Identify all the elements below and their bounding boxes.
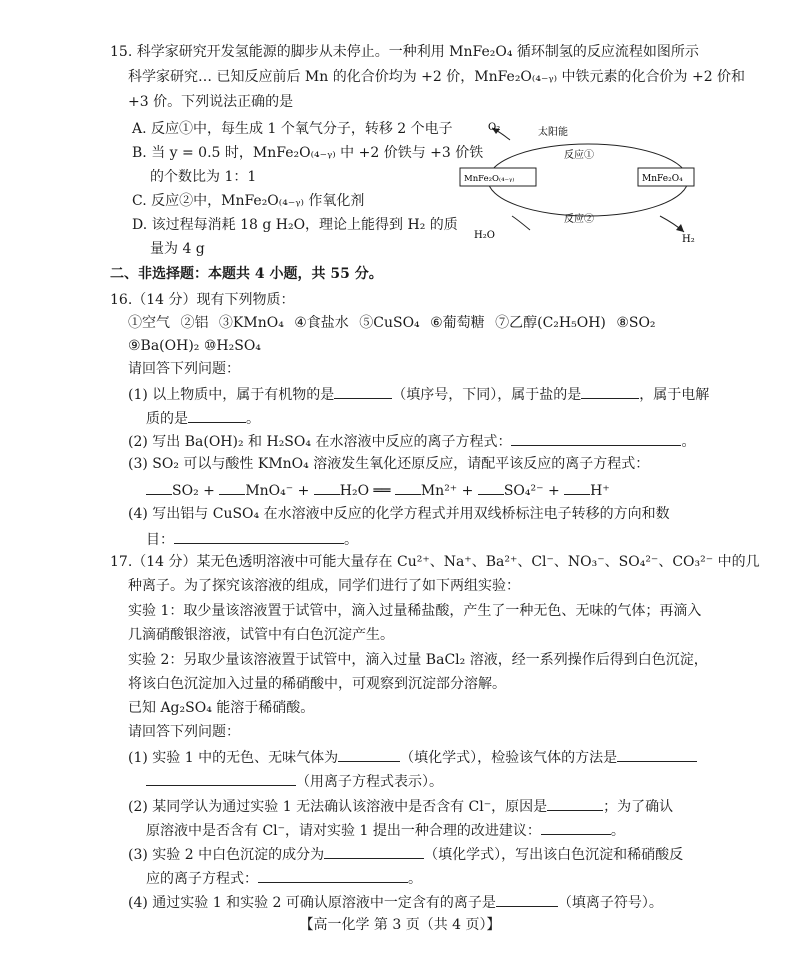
q17-exp2-cont: 将该白色沉淀加入过量的稀硝酸中，可观察到沉淀部分溶解。: [128, 676, 506, 692]
q16-part2: [128, 430, 695, 452]
q17-p3-period: 。: [408, 871, 422, 887]
q16-part3-equation: [146, 479, 610, 501]
q16-part3: (3) SO₂ 可以与酸性 KMnO₄ 溶液发生氧化还原反应，请配平该反应的离子方程式：: [128, 456, 650, 472]
q17-p1-text-b: （填化学式），检验该气体的方法是: [400, 750, 618, 766]
q17-part1: [128, 746, 697, 768]
q16-p2-text: (2) 写出 Ba(OH)₂ 和 H₂SO₄ 在水溶液中反应的离子方程式：: [128, 434, 512, 450]
q16-part1-cont: [146, 407, 260, 429]
q16-p1-text-e: 。: [246, 411, 260, 427]
q17-line1: 17.（14 分）某无色透明溶液中可能大量存在 Cu²⁺、Na⁺、Ba²⁺、Cl⁻、NO₃⁻、SO₄²⁻、CO₃²⁻ 中的几: [110, 554, 760, 570]
q16-part4: (4) 写出铝与 CuSO₄ 在水溶液中反应的化学方程式并用双线桥标注电子转移的方向和数: [128, 506, 670, 522]
q16-part1: [128, 383, 709, 405]
q16-eq-mno4: MnO₄⁻ +: [245, 483, 314, 499]
q16-p1-blank-1[interactable]: [334, 383, 392, 399]
q15-option-a: A. 反应①中，每生成 1 个氧气分子，转移 2 个电子: [132, 121, 453, 137]
q16-coef-blank-2[interactable]: [219, 479, 245, 495]
h2-label: H₂: [682, 234, 695, 245]
q15-option-d-cont: 量为 4 g: [150, 241, 205, 257]
o2-label: O₂: [488, 122, 501, 133]
q17-part2-cont: [146, 819, 625, 841]
q17-part1-cont: [146, 770, 443, 792]
reaction-2-label: 反应②: [564, 214, 594, 225]
reaction-1-label: 反应①: [564, 150, 594, 161]
q15-option-b: B. 当 y = 0.5 时，MnFe₂O₍₄₋ᵧ₎ 中 +2 价铁与 +3 价铁: [132, 145, 484, 161]
q17-p1-blank-2[interactable]: [617, 746, 697, 762]
q17-p1-blank-1[interactable]: [338, 746, 400, 762]
q16-coef-blank-6[interactable]: [564, 479, 590, 495]
q17-known: 已知 Ag₂SO₄ 能溶于稀硝酸。: [128, 700, 315, 716]
q17-p2-blank-2[interactable]: [541, 819, 611, 835]
q16-eq-so4: SO₄²⁻ +: [503, 483, 565, 499]
q16-p4-text: 目：: [146, 532, 174, 548]
q16-p1-text-a: (1) 以上物质中，属于有机物的是: [128, 387, 335, 403]
q16-coef-blank-5[interactable]: [478, 479, 504, 495]
q16-eq-so2: SO₂ +: [172, 483, 220, 499]
q16-p4-period: 。: [344, 532, 358, 548]
q16-coef-blank-3[interactable]: [314, 479, 340, 495]
q16-coef-blank-4[interactable]: [395, 479, 421, 495]
q17-p3-text-a: (3) 实验 2 中白色沉淀的成分为: [128, 847, 325, 863]
q16-p4-blank[interactable]: [174, 528, 344, 544]
mnfe2o4-label: MnFe₂O₄: [642, 174, 683, 184]
q17-part3: [128, 843, 683, 865]
section-2-heading: 二、非选择题：本题共 4 小题，共 55 分。: [110, 266, 383, 282]
q16-p1-text-d: 质的是: [146, 411, 188, 427]
q17-p1-text-a: (1) 实验 1 中的无色、无味气体为: [128, 750, 339, 766]
q17-part3-cont: [146, 867, 422, 889]
q17-exp1: 实验 1：取少量该溶液置于试管中，滴入过量稀盐酸，产生了一种无色、无味的气体；再滴入: [128, 603, 702, 619]
mnfe2o4-y-label: MnFe₂O₍₄₋ᵧ₎: [464, 174, 515, 184]
q17-p4-text-b: （填离子符号）。: [557, 895, 663, 911]
q16-coef-blank-1[interactable]: [146, 479, 172, 495]
q17-p2-blank-1[interactable]: [547, 795, 603, 811]
page-footer: 【高一化学 第 3 页（共 4 页）】: [299, 917, 501, 933]
q17-part2: [128, 795, 673, 817]
q16-eq-h: H⁺: [590, 483, 610, 499]
q17-p3-blank-1[interactable]: [324, 843, 424, 859]
q17-p1-text-c: （用离子方程式表示）。: [296, 774, 443, 790]
q17-p3-text-b: （填化学式），写出该白色沉淀和稀硝酸反: [424, 847, 684, 863]
q15-option-d: D. 该过程每消耗 18 g H₂O，理论上能得到 H₂ 的质: [132, 217, 458, 233]
q16-part4-cont: [146, 528, 358, 550]
q16-title: 16.（14 分）现有下列物质：: [110, 292, 295, 308]
q16-eq-mn: Mn²⁺ +: [420, 483, 478, 499]
q17-p2-text-a: (2) 某同学认为通过实验 1 无法确认该溶液中是否含有 Cl⁻，原因是: [128, 799, 548, 815]
sunlight-label: 太阳能: [538, 127, 568, 138]
q17-p4-text-a: (4) 通过实验 1 和实验 2 可确认原溶液中一定含有的离子是: [128, 895, 496, 911]
q15-option-b-cont: 的个数比为 1：1: [150, 169, 257, 185]
q17-p4-blank[interactable]: [496, 891, 558, 907]
q16-substances-1: ①空气 ②铝 ③KMnO₄ ④食盐水 ⑤CuSO₄ ⑥葡萄糖 ⑦乙醇(C₂H₅OH) ⑧SO₂: [128, 315, 656, 331]
q15-line3: +3 价。下列说法正确的是: [128, 94, 294, 110]
q17-p3-text-c: 应的离子方程式：: [146, 871, 258, 887]
q16-substances-2: ⑨Ba(OH)₂ ⑩H₂SO₄: [128, 338, 261, 354]
q16-p1-blank-2[interactable]: [581, 383, 639, 399]
q17-p3-blank-2[interactable]: [258, 867, 408, 883]
q17-prompt: 请回答下列问题：: [128, 724, 240, 740]
q17-p2-text-c: 原溶液中是否含有 Cl⁻，请对实验 1 提出一种合理的改进建议：: [146, 823, 541, 839]
q17-part4: [128, 891, 663, 913]
q16-p1-text-c: ，属于电解: [639, 387, 710, 403]
q17-exp2: 实验 2：另取少量该溶液置于试管中，滴入过量 BaCl₂ 溶液，经一系列操作后得到白色沉淀，: [128, 652, 708, 668]
q17-line2: 种离子。为了探究该溶液的组成，同学们进行了如下两组实验：: [128, 578, 520, 594]
q15-line2: 科学家研究… 已知反应前后 Mn 的化合价均为 +2 价，MnFe₂O₍₄₋ᵧ₎ 中铁元素的化合价为 +2 价和: [128, 69, 746, 85]
q17-p2-text-b: ；为了确认: [603, 799, 674, 815]
q16-p1-text-b: （填序号，下同），属于盐的是: [392, 387, 582, 403]
q17-exp1-cont: 几滴硝酸银溶液，试管中有白色沉淀产生。: [128, 627, 394, 643]
q16-p2-blank[interactable]: [511, 430, 681, 446]
q17-p2-period: 。: [610, 823, 625, 839]
q16-p2-period: 。: [681, 434, 696, 450]
reaction-cycle-diagram: [464, 120, 710, 248]
q17-p1-blank-3[interactable]: [146, 770, 296, 786]
h2o-label: H₂O: [474, 230, 495, 241]
q16-eq-h2o: H₂O ══: [339, 483, 395, 499]
q16-prompt: 请回答下列问题：: [128, 361, 240, 377]
q15-line1: 15. 科学家研究开发氢能源的脚步从未停止。一种利用 MnFe₂O₄ 循环制氢的反应流程如图所示: [110, 44, 699, 60]
q16-p1-blank-3[interactable]: [188, 407, 246, 423]
q15-option-c: C. 反应②中，MnFe₂O₍₄₋ᵧ₎ 作氧化剂: [132, 193, 365, 209]
